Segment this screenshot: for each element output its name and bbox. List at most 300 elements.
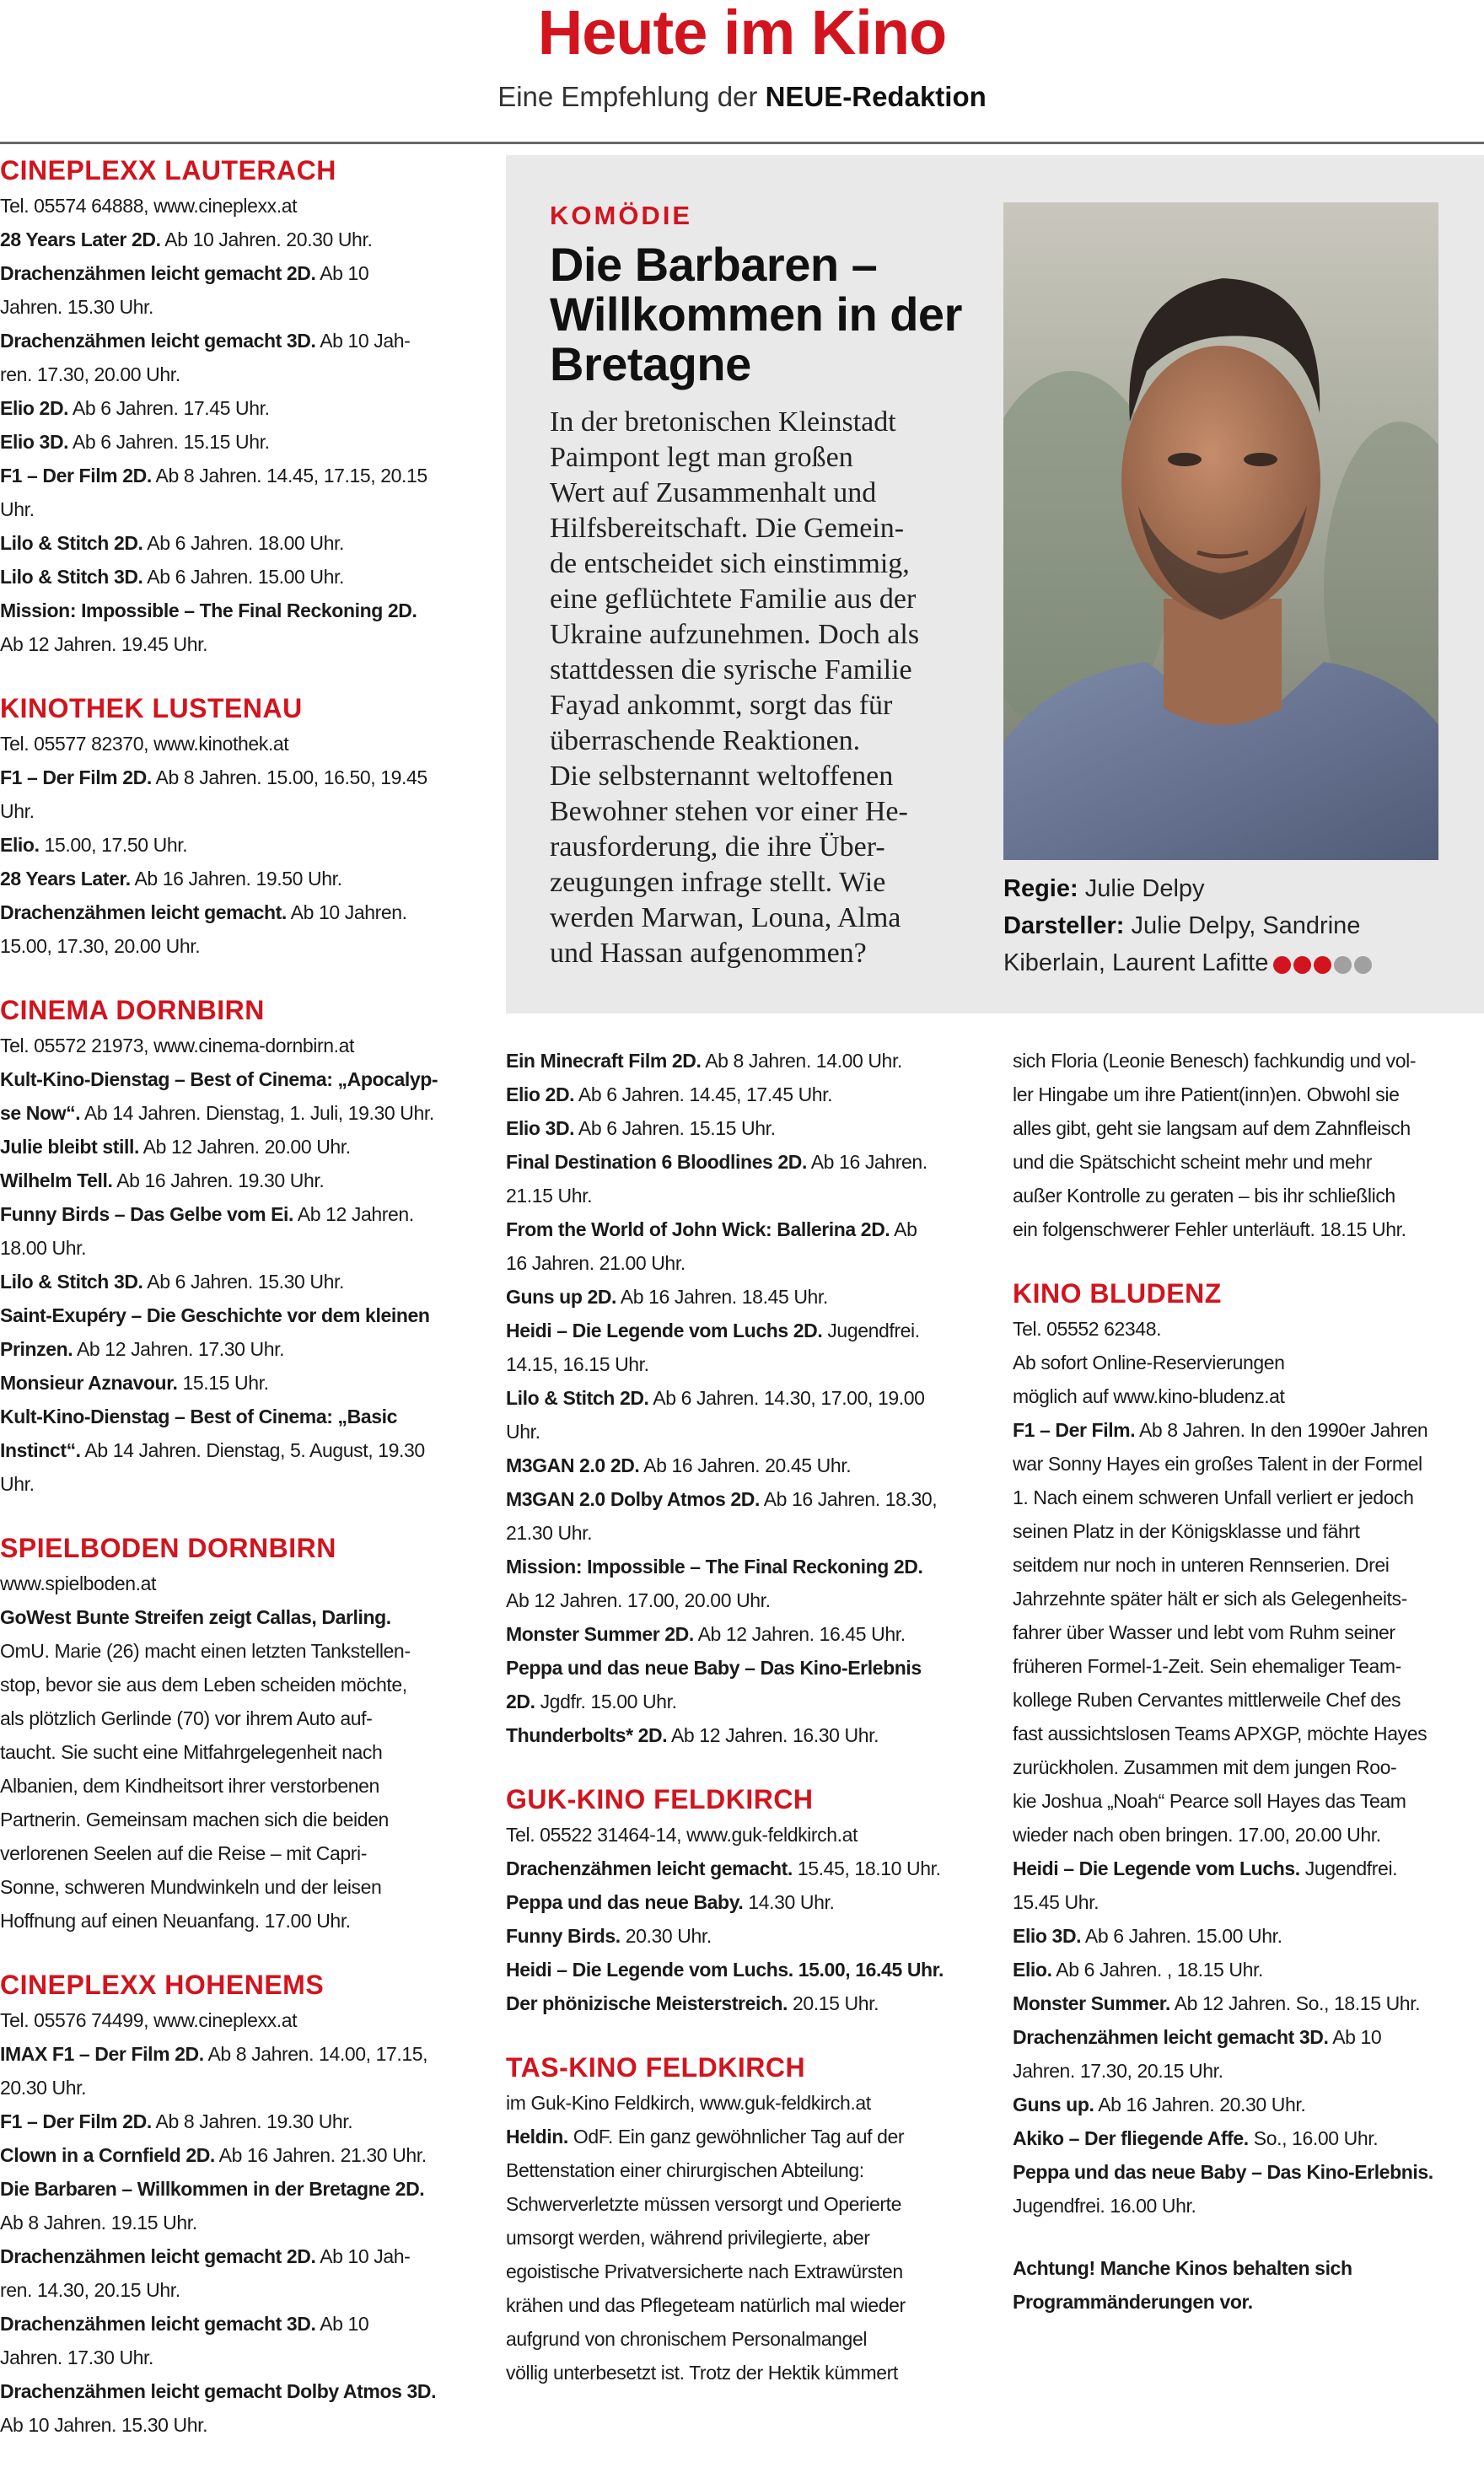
listing-line <box>506 2120 974 2153</box>
listing-line <box>0 2138 472 2172</box>
listing-line <box>0 2206 472 2239</box>
film-title: Drachenzähmen leicht gemacht Dolby Atmos 3D. <box>0 2380 437 2402</box>
listing-line <box>0 1836 472 1870</box>
listing-text: www.spielboden.at <box>0 1572 156 1594</box>
listing-line <box>1013 1413 1484 1447</box>
listing-text: Ab 12 Jahren. 19.45 Uhr. <box>0 633 208 655</box>
listing-text: Tel. 05572 21973, www.cinema-dornbirn.at <box>0 1035 354 1056</box>
listing-text: 15.00, 17.50 Uhr. <box>39 834 188 856</box>
listing-line <box>1013 1919 1484 1953</box>
listing-text: früheren Formel-1-Zeit. Sein ehemaliger Team- <box>1013 1655 1401 1677</box>
listing-line <box>506 1651 974 1685</box>
listing-line <box>506 1179 974 1212</box>
listing-line <box>0 727 472 761</box>
listing-line <box>506 1280 974 1314</box>
cinema-name: KINOTHEK LUSTENAU <box>0 693 303 723</box>
cast-label: Darsteller: <box>1003 912 1125 939</box>
film-title: 28 Years Later. <box>0 868 131 890</box>
synopsis-line: Ukraine aufzunehmen. Doch als <box>550 619 920 650</box>
listing-line <box>0 828 472 862</box>
listing-text: Ab 10 Jah- <box>315 330 411 352</box>
director-line <box>1003 870 1476 907</box>
listing-text: Ab <box>890 1218 917 1240</box>
listing-line <box>0 2105 472 2138</box>
listing-text: Jahren. 15.30 Uhr. <box>0 296 154 318</box>
listing-text: Ab 12 Jahren. So., 18.15 Uhr. <box>1170 1992 1421 2014</box>
listing-text: und die Spätschicht scheint mehr und mehr <box>1013 1151 1372 1173</box>
listing-line <box>0 1701 472 1735</box>
listing-text: Ab 10 <box>315 2313 369 2335</box>
film-title: Elio. <box>1013 1959 1052 1981</box>
listing-line <box>0 1668 472 1701</box>
listing-line <box>1013 1548 1484 1582</box>
listing-line <box>1013 1953 1484 1986</box>
listing-text: Bettenstation einer chirurgischen Abteilung: <box>506 2159 864 2181</box>
listing-text: Jahrzehnte später hält er sich als Gelegenheits- <box>1013 1588 1407 1610</box>
listing-line <box>506 1078 974 1111</box>
film-title: se Now“. <box>0 1102 81 1124</box>
film-title: Monsieur Aznavour. <box>0 1372 178 1394</box>
film-title: Mission: Impossible – The Final Reckoning 2D. <box>506 1556 923 1578</box>
listing-line <box>0 1467 472 1501</box>
feature-title-line: Willkommen in der <box>550 288 962 341</box>
film-title: Instinct“. <box>0 1439 81 1461</box>
listing-line <box>1013 1078 1484 1111</box>
listing-text: Tel. 05552 62348. <box>1013 1318 1162 1340</box>
listing-text: 15.15 Uhr. <box>177 1372 269 1394</box>
listing-text: Tel. 05522 31464-14, www.guk-feldkirch.at <box>506 1824 858 1846</box>
listing-line <box>1013 1145 1484 1179</box>
film-title: Lilo & Stitch 2D. <box>0 532 143 554</box>
listing-text: 21.15 Uhr. <box>506 1185 593 1207</box>
listing-text: 21.30 Uhr. <box>506 1522 593 1544</box>
listing-text: Ab 6 Jahren. , 18.15 Uhr. <box>1051 1959 1264 1981</box>
rating-dot-filled <box>1314 956 1331 974</box>
listing-line <box>506 1583 974 1617</box>
listing-text: Ab 6 Jahren. 18.00 Uhr. <box>142 532 345 554</box>
synopsis-line: Paimpont legt man großen <box>550 442 853 473</box>
listing-line <box>1013 1784 1484 1818</box>
listing-text: Ab 12 Jahren. 17.30 Uhr. <box>73 1338 285 1360</box>
listing-text: kollege Ruben Cervantes mittlerweile Chef des <box>1013 1689 1401 1711</box>
listing-text: Jugendfrei. 16.00 Uhr. <box>1013 2195 1196 2217</box>
film-title: Drachenzähmen leicht gemacht 2D. <box>0 2245 316 2267</box>
listing-text: taucht. Sie sucht eine Mitfahrgelegenheit nach <box>0 1741 383 1763</box>
listing-line <box>1013 2155 1484 2189</box>
listing-line <box>506 1449 974 1482</box>
listing-text: als plötzlich Gerlinde (70) vor ihrem Auto auf- <box>0 1707 373 1729</box>
synopsis-line: eine geflüchtete Familie aus der <box>550 583 917 615</box>
listing-line <box>1013 1717 1484 1750</box>
listing-line <box>1013 2121 1484 2155</box>
listing-line <box>506 1718 974 1752</box>
synopsis-line: Wert auf Zusammenhalt und <box>550 477 877 508</box>
listing-line <box>506 1482 974 1516</box>
listing-line <box>1013 1212 1484 1246</box>
listing-text: Ab 8 Jahren. In den 1990er Jahren <box>1135 1419 1428 1441</box>
listing-line <box>0 1400 472 1433</box>
listing-text: Schwerverletzte müssen versorgt und Operierte <box>506 2193 902 2215</box>
listing-text: Ab 10 Jahren. 20.30 Uhr. <box>160 228 373 250</box>
listing-text: Sonne, schweren Mundwinkeln und der leisen <box>0 1876 382 1898</box>
listing-line <box>0 2172 472 2206</box>
film-title: 2D. <box>506 1691 535 1712</box>
listing-text: ren. 14.30, 20.15 Uhr. <box>0 2279 180 2301</box>
listing-text: 14.15, 16.15 Uhr. <box>506 1353 649 1375</box>
listing-line <box>506 2322 974 2356</box>
listing-text: Ab 16 Jahren. 21.30 Uhr. <box>214 2144 427 2166</box>
listing-line <box>506 1246 974 1280</box>
film-title: F1 – Der Film 2D. <box>0 465 152 487</box>
film-title: 28 Years Later 2D. <box>0 228 161 250</box>
listing-line <box>0 1096 472 1130</box>
listing-line <box>0 560 472 594</box>
synopsis-line: de entscheidet sich einstimmig, <box>550 548 910 579</box>
listing-text: Ab 6 Jahren. 14.30, 17.00, 19.00 <box>648 1387 925 1409</box>
section-gap <box>506 2020 974 2049</box>
film-title: M3GAN 2.0 2D. <box>506 1454 640 1476</box>
listing-text: egoistische Privatversicherte nach Extrawürsten <box>506 2261 903 2282</box>
page-header <box>0 0 1484 126</box>
listing-line <box>506 1044 974 1078</box>
listing-text: 15.00, 17.30, 20.00 Uhr. <box>0 935 201 957</box>
listing-text: Tel. 05574 64888, www.cineplexx.at <box>0 195 298 217</box>
cast-names: Kiberlain, Laurent Lafitte <box>1003 949 1269 976</box>
listing-text: Ab 6 Jahren. 14.45, 17.45 Uhr. <box>574 1083 833 1105</box>
listing-line <box>0 2408 472 2442</box>
listing-text: wieder nach oben bringen. 17.00, 20.00 Uhr. <box>1013 1824 1381 1846</box>
listing-text: Ab 8 Jahren. 14.45, 17.15, 20.15 <box>151 465 427 487</box>
listing-text: Jugendfrei. <box>822 1320 920 1341</box>
film-title: Kult-Kino-Dienstag – Best of Cinema: „Apocalyp- <box>0 1068 438 1090</box>
listing-text: Uhr. <box>0 1473 35 1495</box>
listing-line <box>1013 1750 1484 1784</box>
listing-text: fahrer über Wasser und lebt vom Ruhm seiner <box>1013 1621 1395 1643</box>
listing-line <box>1013 2020 1484 2054</box>
film-title: Wilhelm Tell. <box>0 1169 113 1191</box>
actor-photo <box>1003 202 1438 860</box>
listing-text: Ab 12 Jahren. 17.00, 20.00 Uhr. <box>506 1589 771 1611</box>
listing-line <box>0 594 472 627</box>
listing-text: umsorgt werden, während privilegierte, aber <box>506 2227 870 2249</box>
subtitle-prefix: Eine Empfehlung der <box>497 81 766 112</box>
listing-line <box>1013 1582 1484 1615</box>
cinema-name: CINEMA DORNBIRN <box>0 995 265 1025</box>
listing-text: Ab 16 Jahren. 18.45 Uhr. <box>616 1286 828 1308</box>
feature-title-line: Die Barbaren – <box>550 238 878 291</box>
section-gap <box>0 963 472 992</box>
listing-text: Ab 10 Jahren. 15.30 Uhr. <box>0 2414 208 2436</box>
listing-line <box>1013 1044 1484 1078</box>
synopsis-line: werden Marwan, Louna, Alma <box>550 902 901 933</box>
film-title: Kult-Kino-Dienstag – Best of Cinema: „Basic <box>0 1406 397 1427</box>
listing-line <box>0 492 472 526</box>
film-title: Guns up 2D. <box>506 1286 617 1308</box>
listing-text: Jahren. 17.30, 20.15 Uhr. <box>1013 2060 1223 2082</box>
film-title: Peppa und das neue Baby – Das Kino-Erlebnis <box>506 1657 922 1679</box>
listing-line <box>0 256 472 290</box>
cinema-name: TAS-KINO FELDKIRCH <box>506 2052 806 2083</box>
listing-line <box>1013 1514 1484 1548</box>
listing-text: 20.15 Uhr. <box>787 1992 879 2014</box>
listing-line <box>0 1600 472 1634</box>
listing-text: Ab 6 Jahren. 15.00 Uhr. <box>142 566 345 588</box>
film-title: Drachenzähmen leicht gemacht. <box>506 1857 793 1879</box>
listing-line <box>1013 1683 1484 1717</box>
film-title: Lilo & Stitch 3D. <box>0 566 143 588</box>
listings-column-3 <box>1013 1044 1484 2319</box>
listing-line <box>506 2153 974 2187</box>
film-title: Programmänderungen vor. <box>1013 2291 1253 2313</box>
listing-line <box>0 1231 472 1265</box>
listing-line <box>0 1634 472 1668</box>
listing-text: ein folgenschwerer Fehler unterläuft. 18.15 Uhr. <box>1013 1218 1406 1240</box>
film-title: Peppa und das neue Baby. <box>506 1891 744 1913</box>
listing-line <box>506 1919 974 1953</box>
listing-text: Ab 10 <box>1328 2026 1382 2048</box>
listing-line <box>0 895 472 929</box>
film-title: GoWest Bunte Streifen zeigt Callas, Darling. <box>0 1606 391 1628</box>
film-title: Elio. <box>0 834 40 856</box>
listing-text: Hoffnung auf einen Neuanfang. 17.00 Uhr. <box>0 1910 351 1932</box>
film-title: Drachenzähmen leicht gemacht 2D. <box>0 262 316 284</box>
listing-text: Ab 8 Jahren. 15.00, 16.50, 19.45 <box>151 766 427 788</box>
subtitle-brand: NEUE-Redaktion <box>765 81 987 112</box>
page-subtitle <box>0 81 1484 113</box>
film-title: Akiko – Der fliegende Affe. <box>1013 2127 1249 2149</box>
listing-text: Ab 6 Jahren. 15.15 Uhr. <box>574 1117 776 1139</box>
listing-text: Ab 6 Jahren. 15.15 Uhr. <box>68 431 270 453</box>
listing-text: Ab 8 Jahren. 14.00, 17.15, <box>203 2043 428 2065</box>
film-title: F1 – Der Film. <box>1013 1419 1136 1441</box>
film-title: Thunderbolts* 2D. <box>506 1724 668 1746</box>
listing-line <box>506 1550 974 1583</box>
film-title: Peppa und das neue Baby – Das Kino-Erlebnis. <box>1013 2161 1433 2183</box>
listing-text: zurückholen. Zusammen mit dem jungen Roo- <box>1013 1756 1397 1778</box>
section-gap <box>0 661 472 690</box>
listing-line <box>0 425 472 459</box>
feature-credits <box>1003 870 1476 982</box>
listing-line <box>506 1111 974 1145</box>
listing-line <box>0 2239 472 2273</box>
listing-text: Ab 14 Jahren. Dienstag, 1. Juli, 19.30 Uhr. <box>80 1102 434 1124</box>
listing-text: ren. 17.30, 20.00 Uhr. <box>0 363 180 385</box>
listing-text: Uhr. <box>506 1421 540 1443</box>
synopsis-line: Die selbsternannt weltoffenen <box>550 761 894 792</box>
listings-column-2 <box>506 1044 974 2390</box>
rating-dots <box>1273 945 1374 982</box>
cast-names: Julie Delpy, Sandrine <box>1124 912 1361 939</box>
listing-text: ler Hingabe um ihre Patient(inn)en. Obwohl sie <box>1013 1083 1400 1105</box>
listing-text: Ab 16 Jahren. 20.30 Uhr. <box>1094 2094 1306 2115</box>
listing-line <box>0 459 472 492</box>
listing-line <box>0 357 472 391</box>
listing-text: Ab 12 Jahren. 16.30 Uhr. <box>667 1724 879 1746</box>
listing-line <box>506 1852 974 1885</box>
film-title: Elio 3D. <box>506 1117 575 1139</box>
listing-line <box>1013 2054 1484 2088</box>
cinema-name: GUK-KINO FELDKIRCH <box>506 1784 814 1814</box>
film-title: Elio 2D. <box>506 1083 575 1105</box>
film-title: Achtung! Manche Kinos behalten sich <box>1013 2257 1352 2279</box>
listing-line <box>0 929 472 963</box>
listing-line <box>506 1314 974 1347</box>
synopsis-line: rausforderung, die ihre Über- <box>550 831 885 863</box>
film-title: Drachenzähmen leicht gemacht 3D. <box>1013 2026 1329 2048</box>
listing-text: möglich auf www.kino-bludenz.at <box>1013 1385 1285 1407</box>
listing-line <box>506 1381 974 1415</box>
listing-line <box>1013 1481 1484 1514</box>
listing-line <box>0 1769 472 1803</box>
feature-title-line: Bretagne <box>550 337 751 390</box>
film-title: F1 – Der Film 2D. <box>0 2110 152 2132</box>
film-title: Guns up. <box>1013 2094 1094 2115</box>
film-title: Elio 3D. <box>1013 1925 1082 1947</box>
listing-line <box>506 1516 974 1550</box>
film-title: From the World of John Wick: Ballerina 2D. <box>506 1218 890 1240</box>
listing-line <box>0 2273 472 2307</box>
listing-line <box>0 1164 472 1197</box>
listing-text: Ab 10 Jahren. <box>286 901 407 923</box>
listing-line <box>1013 1179 1484 1212</box>
listing-line <box>0 1130 472 1164</box>
listing-line <box>0 324 472 357</box>
listing-text: Uhr. <box>0 800 35 822</box>
listing-line <box>0 1803 472 1836</box>
film-title: Heidi – Die Legende vom Luchs. 15.00, 16.45 Uhr. <box>506 1959 944 1981</box>
listing-line <box>506 1347 974 1381</box>
listing-line <box>506 2187 974 2221</box>
listing-text: Ab 8 Jahren. 14.00 Uhr. <box>701 1050 902 1072</box>
listing-line <box>506 1145 974 1179</box>
film-title: Final Destination 6 Bloodlines 2D. <box>506 1151 808 1173</box>
listing-line <box>0 2307 472 2341</box>
listing-text: Ab 10 <box>315 262 369 284</box>
listing-text: stop, bevor sie aus dem Leben scheiden möchte, <box>0 1674 407 1696</box>
listing-line <box>506 2255 974 2288</box>
listing-line <box>0 794 472 828</box>
film-title: Monster Summer 2D. <box>506 1623 694 1645</box>
listing-line <box>506 1617 974 1651</box>
feature-genre: KOMÖDIE <box>550 201 693 230</box>
listing-line <box>0 1735 472 1769</box>
listing-text: Jugendfrei. <box>1299 1857 1398 1879</box>
film-title: Elio 2D. <box>0 397 69 419</box>
listing-line <box>1013 1885 1484 1919</box>
listing-line <box>506 1953 974 1986</box>
rating-dot-empty <box>1334 956 1352 974</box>
film-title: Funny Birds. <box>506 1925 621 1947</box>
listing-line <box>506 2086 974 2120</box>
listing-line <box>506 1885 974 1919</box>
listing-text: So., 16.00 Uhr. <box>1248 2127 1379 2149</box>
listing-text: 18.00 Uhr. <box>0 1237 87 1259</box>
synopsis-line: Hilfsbereitschaft. Die Gemein- <box>550 513 905 544</box>
listing-text: Ab 8 Jahren. 19.30 Uhr. <box>151 2110 353 2132</box>
listing-text: Uhr. <box>0 498 35 520</box>
listing-text: Ab 16 Jahren. 19.30 Uhr. <box>112 1169 325 1191</box>
listing-text: Ab 10 Jah- <box>315 2245 411 2267</box>
listing-line <box>1013 1615 1484 1649</box>
listing-text: seitdem nur noch in unteren Rennserien. Drei <box>1013 1554 1390 1576</box>
section-gap <box>0 1501 472 1529</box>
listing-text: Partnerin. Gemeinsam machen sich die beiden <box>0 1809 389 1830</box>
listing-text: Ab sofort Online-Reservierungen <box>1013 1352 1285 1374</box>
listing-line <box>0 627 472 661</box>
section-gap <box>1013 1246 1484 1275</box>
listing-text: 1. Nach einem schweren Unfall verliert er jedoch <box>1013 1486 1414 1508</box>
listing-text: krähen und das Pflegeteam natürlich mal wieder <box>506 2294 906 2316</box>
feature-box <box>506 155 1484 1013</box>
section-gap <box>0 1938 472 1966</box>
listing-line <box>1013 2088 1484 2121</box>
listing-line <box>506 2221 974 2255</box>
listing-text: Albanien, dem Kindheitsort ihrer verstorbenen <box>0 1775 379 1797</box>
section-gap <box>506 1752 974 1781</box>
listing-text: Ab 14 Jahren. Dienstag, 5. August, 19.30 <box>80 1439 425 1461</box>
listing-text: 15.45, 18.10 Uhr. <box>792 1857 941 1879</box>
listing-line <box>0 2003 472 2037</box>
film-title: F1 – Der Film 2D. <box>0 766 152 788</box>
director-name: Julie Delpy <box>1078 875 1205 902</box>
listing-line <box>0 1904 472 1938</box>
listing-text: sich Floria (Leonie Benesch) fachkundig und vol- <box>1013 1050 1417 1072</box>
synopsis-line: Fayad ankommt, sorgt das für <box>550 690 893 721</box>
listing-line <box>0 391 472 425</box>
listing-text: Ab 6 Jahren. 15.30 Uhr. <box>142 1271 345 1293</box>
listing-text: Ab 12 Jahren. 20.00 Uhr. <box>138 1136 351 1158</box>
listing-text: seinen Platz in der Königsklasse und fährt <box>1013 1520 1360 1542</box>
film-title: Heidi – Die Legende vom Luchs. <box>1013 1857 1300 1879</box>
listing-text: Tel. 05576 74499, www.cineplexx.at <box>0 2009 298 2031</box>
listing-line <box>1013 1379 1484 1413</box>
listing-line <box>0 862 472 895</box>
listing-line <box>0 526 472 560</box>
film-title: IMAX F1 – Der Film 2D. <box>0 2043 204 2065</box>
listing-line <box>506 1685 974 1718</box>
film-title: Lilo & Stitch 2D. <box>506 1387 649 1409</box>
listing-line <box>0 1870 472 1904</box>
film-title: Die Barbaren – Willkommen in der Bretagne 2D. <box>0 2178 425 2200</box>
listing-line <box>0 1197 472 1231</box>
listing-line <box>1013 1649 1484 1683</box>
listing-text: Ab 16 Jahren. 19.50 Uhr. <box>130 868 342 890</box>
synopsis-line: und Hassan aufgenommen? <box>550 938 867 969</box>
listing-text: Ab 16 Jahren. 20.45 Uhr. <box>639 1454 852 1476</box>
listing-line <box>0 1029 472 1062</box>
listing-line <box>0 2374 472 2408</box>
synopsis-line: überraschende Reaktionen. <box>550 725 861 756</box>
listing-line <box>1013 1986 1484 2020</box>
page-title: Heute im Kino <box>537 0 947 67</box>
synopsis-line: zeugungen infrage stellt. Wie <box>550 867 886 898</box>
listing-line <box>1013 1346 1484 1379</box>
listing-text: Tel. 05577 82370, www.kinothek.at <box>0 733 289 755</box>
cinema-name: SPIELBODEN DORNBIRN <box>0 1533 336 1563</box>
listing-text: OdF. Ein ganz gewöhnlicher Tag auf der <box>567 2126 905 2148</box>
listing-line <box>506 2288 974 2322</box>
film-title: Drachenzähmen leicht gemacht 3D. <box>0 2313 316 2335</box>
cinema-name: CINEPLEXX LAUTERACH <box>0 155 336 185</box>
film-title: Prinzen. <box>0 1338 73 1360</box>
listing-line <box>0 761 472 794</box>
film-title: Drachenzähmen leicht gemacht 3D. <box>0 330 316 352</box>
listing-text: 14.30 Uhr. <box>743 1891 835 1913</box>
cast-line-2 <box>1003 944 1476 982</box>
listing-text: im Guk-Kino Feldkirch, www.guk-feldkirch.at <box>506 2092 871 2114</box>
listing-line <box>1013 1111 1484 1145</box>
listing-text: Ab 12 Jahren. <box>293 1203 414 1225</box>
